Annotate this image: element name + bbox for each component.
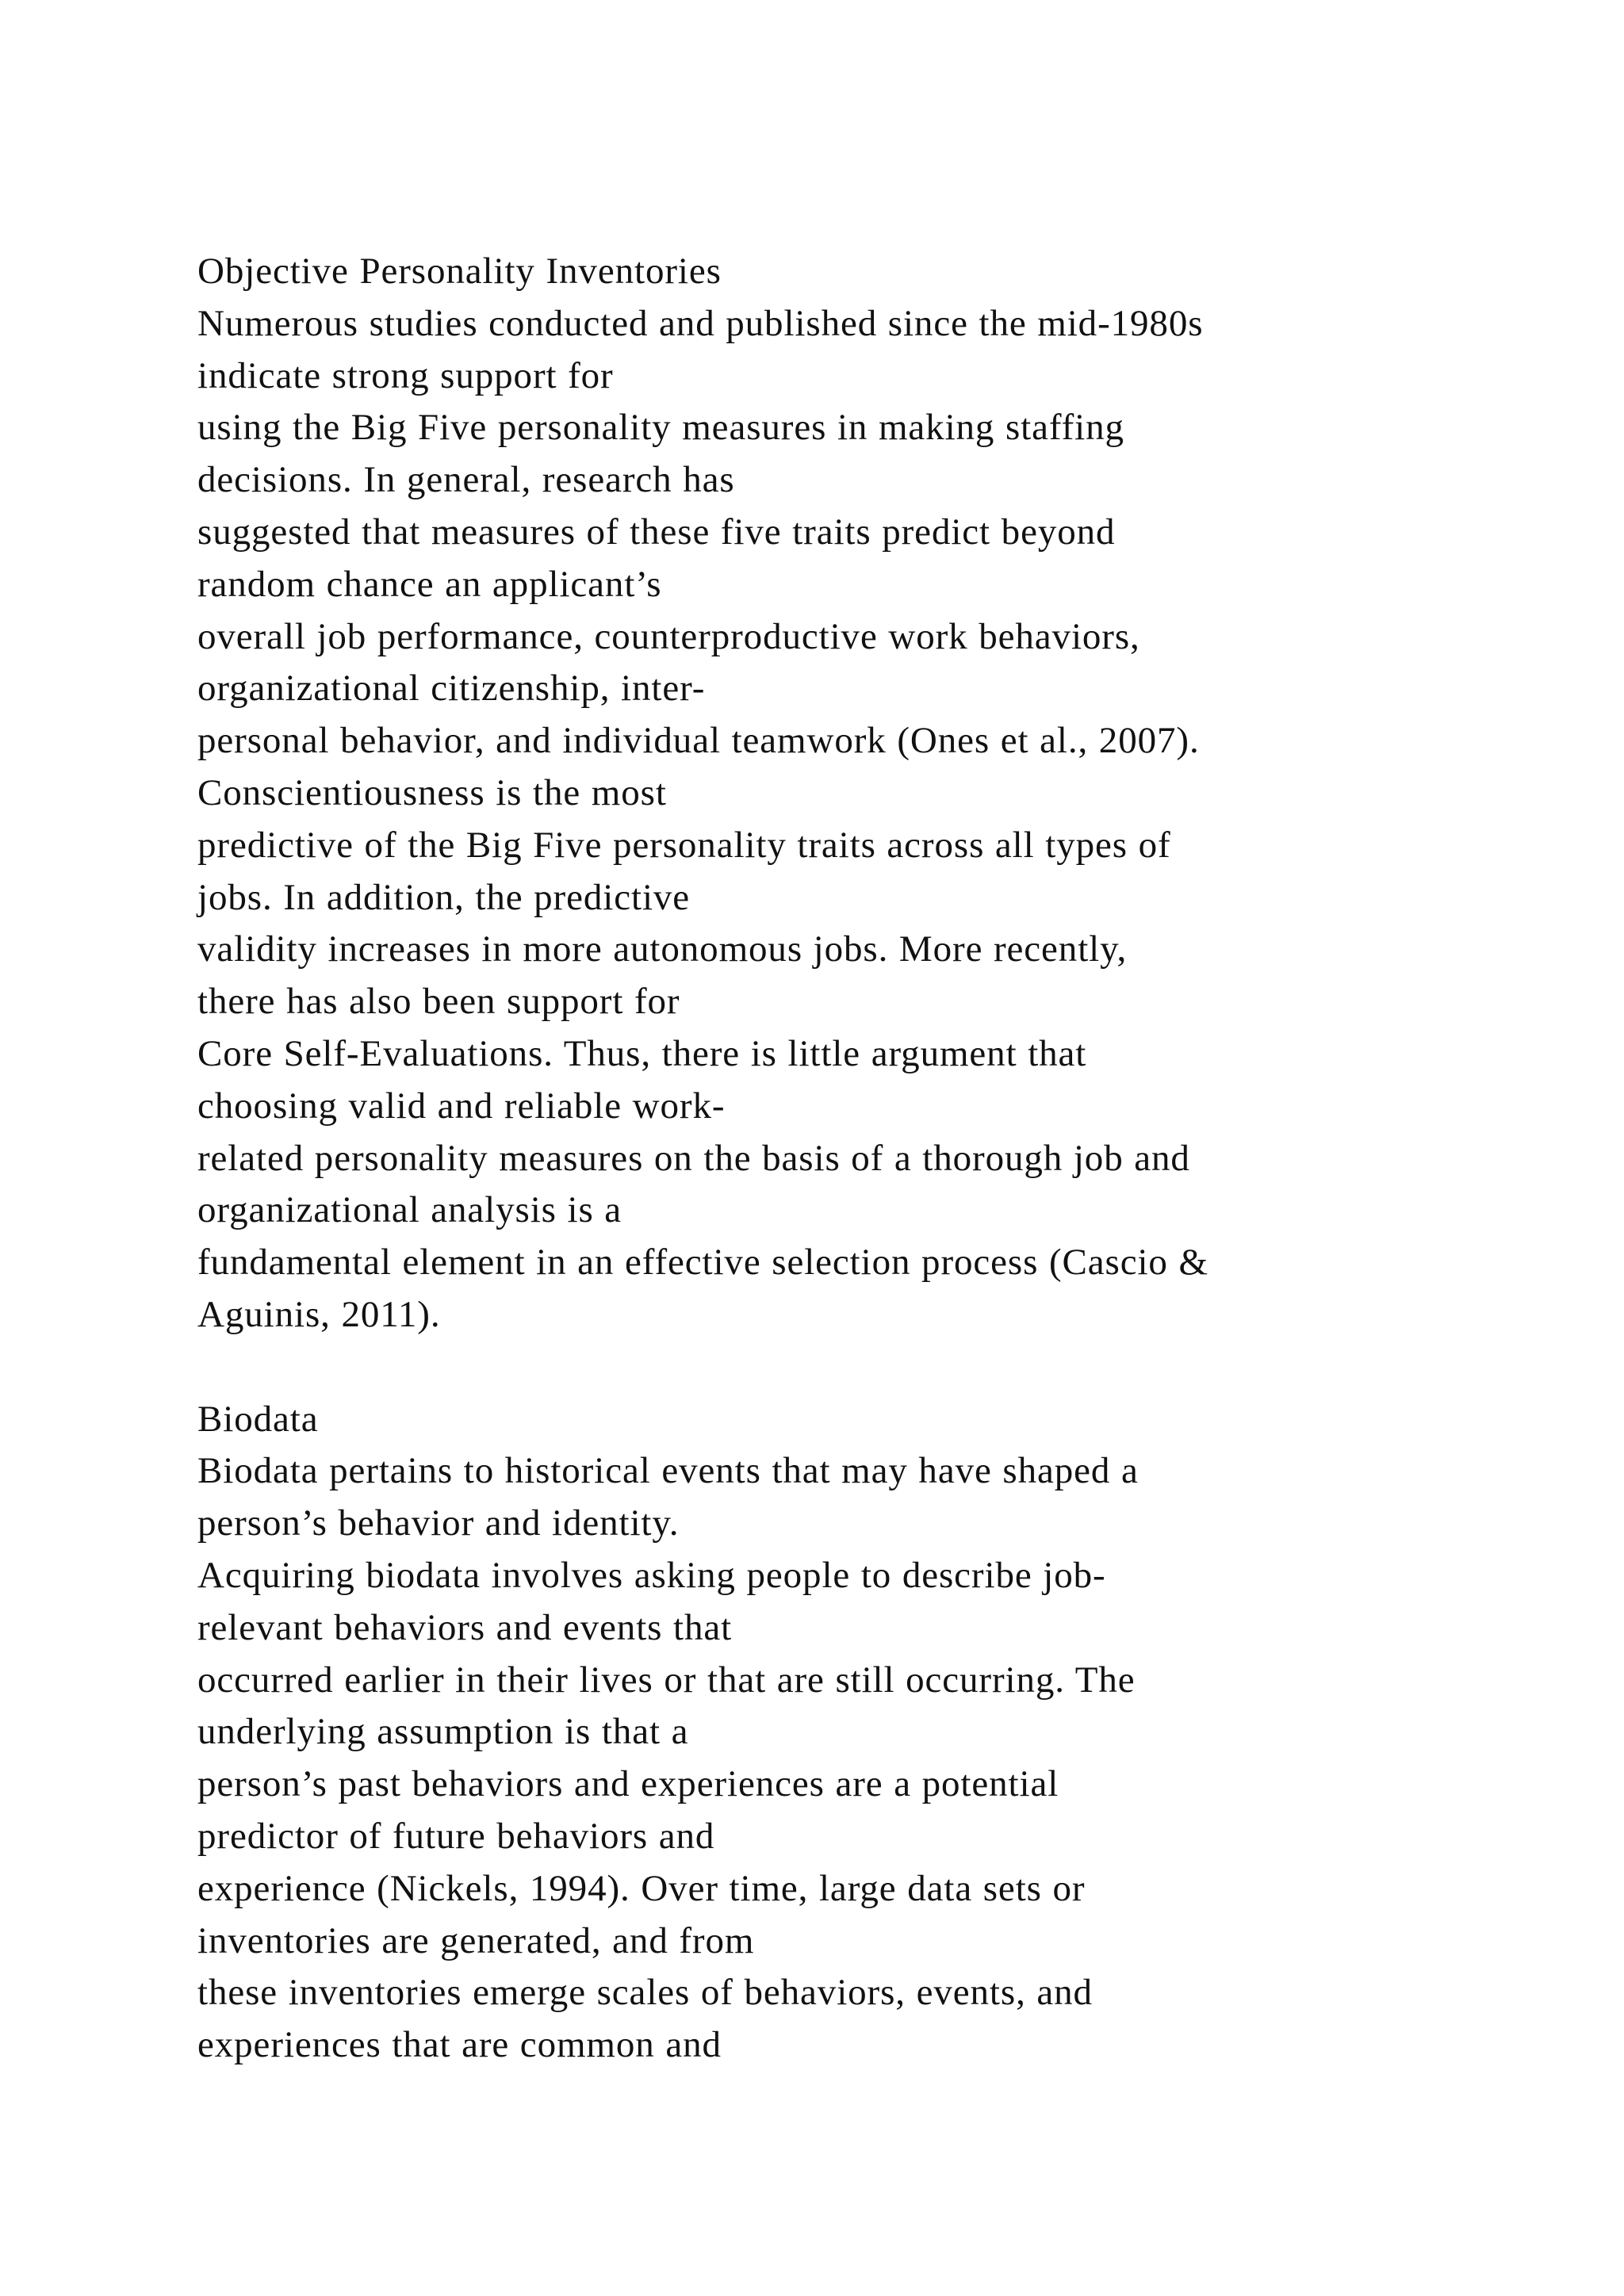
paragraph-spacer [197,1341,1593,1394]
text-line: predictor of future behaviors and [197,1815,715,1857]
text-line: relevant behaviors and events that [197,1606,733,1648]
text-line: jobs. In addition, the predictive [197,876,691,918]
text-line: decisions. In general, research has [197,459,735,501]
text-line: person’s behavior and identity. [197,1502,680,1544]
text-line: fundamental element in an effective selection process (Cascio & [197,1242,1208,1284]
text-line: experiences that are common and [197,2024,722,2066]
text-line: overall job performance, counterproductive work behaviors, [197,615,1140,657]
text-line: choosing valid and reliable work- [197,1085,726,1127]
section-heading-personality: Objective Personality Inventories [197,251,722,292]
text-line: organizational analysis is a [197,1189,622,1231]
text-line: organizational citizenship, inter- [197,668,706,710]
text-line: validity increases in more autonomous jobs. More recently, [197,928,1128,970]
section-heading-biodata: Biodata [197,1398,319,1440]
text-line: experience (Nickels, 1994). Over time, large data sets or [197,1867,1086,1909]
text-line: Biodata pertains to historical events that may have shaped a [197,1450,1139,1492]
text-line: these inventories emerge scales of behaviors, events, and [197,1972,1093,2014]
text-line: person’s past behaviors and experiences are a potential [197,1763,1059,1805]
text-line: there has also been support for [197,981,680,1023]
text-line: Aguinis, 2011). [197,1293,441,1335]
text-line: personal behavior, and individual teamwork (Ones et al., 2007). [197,720,1200,762]
text-line: random chance an applicant’s [197,563,662,605]
text-line: occurred earlier in their lives or that are still occurring. The [197,1659,1136,1701]
text-line: using the Big Five personality measures in making staffing [197,407,1124,449]
document-body [197,246,1593,2072]
text-line: inventories are generated, and from [197,1919,755,1961]
text-line: predictive of the Big Five personality traits across all types of [197,824,1171,866]
text-line: Conscientiousness is the most [197,771,667,813]
text-line: indicate strong support for [197,354,614,396]
text-line: Numerous studies conducted and published since the mid-1980s [197,302,1204,344]
text-line: underlying assumption is that a [197,1711,689,1753]
text-line: Acquiring biodata involves asking people to describe job- [197,1554,1106,1596]
text-line: Core Self-Evaluations. Thus, there is little argument that [197,1032,1087,1074]
text-line: related personality measures on the basis of a thorough job and [197,1137,1190,1179]
text-line: suggested that measures of these five traits predict beyond [197,511,1116,553]
